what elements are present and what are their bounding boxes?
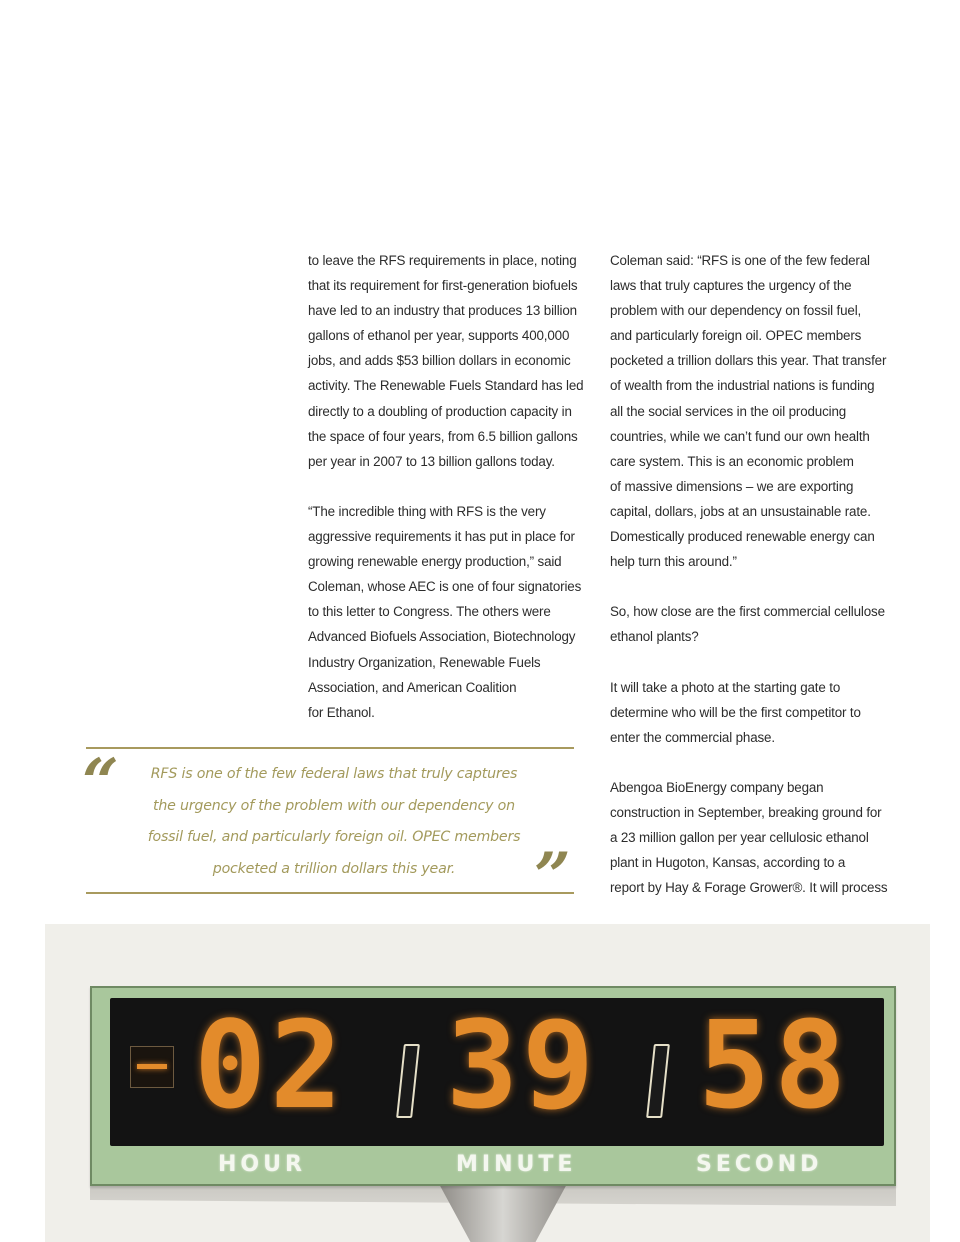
open-quote-mark: “ <box>82 745 119 820</box>
body-text-line: have led to an industry that produces 13 billion <box>308 303 577 319</box>
body-text-line: and particularly foreign oil. OPEC members <box>610 328 862 344</box>
body-text-line: activity. The Renewable Fuels Standard has led <box>308 378 584 394</box>
body-text-line: jobs, and adds $53 billion dollars in economic <box>308 353 571 369</box>
body-text-line: gallons of ethanol per year, supports 400,000 <box>308 328 570 344</box>
hour-digit-ones: 2 <box>270 997 343 1136</box>
body-text-line: enter the commercial phase. <box>610 729 775 745</box>
body-text-line: to this letter to Congress. The others were <box>308 604 551 620</box>
body-text-line: Association, and American Coalition <box>308 679 517 695</box>
second-digit-ones: 8 <box>774 997 847 1136</box>
body-text-line: ethanol plants? <box>610 629 699 645</box>
body-text-line: Coleman, whose AEC is one of four signatories <box>308 579 582 595</box>
body-text-line: laws that truly captures the urgency of the <box>610 278 852 294</box>
body-text-line: all the social services in the oil producing <box>610 403 847 419</box>
minute-label: MINUTE <box>456 1152 577 1177</box>
body-text-line: report by Hay & Forage Grower®. It will process <box>610 880 888 896</box>
body-text-line: problem with our dependency on fossil fuel, <box>610 303 862 319</box>
body-text-line: “The incredible thing with RFS is the very <box>308 503 546 519</box>
body-text-line: that its requirement for first-generation biofuels <box>308 278 578 294</box>
body-text-line: Abengoa BioEnergy company began <box>610 779 824 795</box>
minus-dash <box>137 1064 167 1069</box>
body-text-line: Advanced Biofuels Association, Biotechnology <box>308 629 576 645</box>
body-text-line: of wealth from the industrial nations is funding <box>610 378 875 394</box>
body-text-line: the space of four years, from 6.5 billion gallons <box>308 428 578 444</box>
minute-digit-tens: 3 <box>446 997 519 1136</box>
hour-minute-separator <box>396 1044 420 1118</box>
pull-quote-line: the urgency of the problem with our dependency on <box>153 797 515 814</box>
body-text-line: care system. This is an economic problem <box>610 453 854 469</box>
body-text-line: growing renewable energy production,” said <box>308 554 562 570</box>
body-text-line: of massive dimensions – we are exporting <box>610 478 854 494</box>
body-text-line: to leave the RFS requirements in place, noting <box>308 253 577 268</box>
pull-quote-line: fossil fuel, and particularly foreign oil. OPEC members <box>147 829 521 845</box>
body-text-line: construction in September, breaking ground for <box>610 805 882 821</box>
body-text-line: aggressive requirements it has put in place for <box>308 529 575 545</box>
second-label: SECOND <box>696 1152 823 1177</box>
body-text-line: So, how close are the first commercial cellulose <box>610 604 885 620</box>
body-column-left <box>308 248 584 725</box>
paragraph-gap <box>308 474 578 499</box>
body-text-line: per year in 2007 to 13 billion gallons today. <box>308 453 555 469</box>
paragraph-gap <box>610 750 890 775</box>
body-text-line: plant in Hugoton, Kansas, according to a <box>610 855 846 871</box>
pull-quote-text <box>146 759 522 885</box>
pull-quote <box>82 745 574 914</box>
paragraph-gap <box>610 574 890 599</box>
hour-label: HOUR <box>218 1152 306 1177</box>
body-text-line: capital, dollars, jobs at an unsustainable rate. <box>610 503 871 519</box>
scoreboard <box>90 986 896 1186</box>
body-text-line: determine who will be the first competitor to <box>610 704 861 720</box>
body-text-line: pocketed a trillion dollars this year. That transfer <box>610 353 887 369</box>
paragraph-gap <box>610 650 890 675</box>
countdown-clock-photo <box>0 924 960 1242</box>
minute-digit-ones: 9 <box>522 997 595 1136</box>
pull-quote-line: RFS is one of the few federal laws that truly captures <box>150 766 518 782</box>
pull-quote-line: pocketed a trillion dollars this year. <box>212 860 456 877</box>
close-quote-mark: ” <box>534 839 571 914</box>
body-text-line: It will take a photo at the starting gate to <box>610 679 841 695</box>
body-text-line: Domestically produced renewable energy can <box>610 529 875 545</box>
body-text-line: countries, while we can’t fund our own health <box>610 428 870 444</box>
body-text-line: a 23 million gallon per year cellulosic ethanol <box>610 830 869 846</box>
body-text-line: Coleman said: “RFS is one of the few federal <box>610 253 870 268</box>
body-text-line: for Ethanol. <box>308 704 375 720</box>
body-text-line: help turn this around.” <box>610 554 737 570</box>
body-column-right <box>610 248 890 900</box>
second-digit-tens: 5 <box>698 997 771 1136</box>
body-text-line: Industry Organization, Renewable Fuels <box>308 654 541 670</box>
scoreboard-display <box>110 998 884 1146</box>
body-text-line: directly to a doubling of production capacity in <box>308 403 572 419</box>
hour-digit-tens: 0 <box>194 997 267 1136</box>
minute-second-separator <box>646 1044 670 1118</box>
minus-sign-indicator <box>130 1046 174 1088</box>
